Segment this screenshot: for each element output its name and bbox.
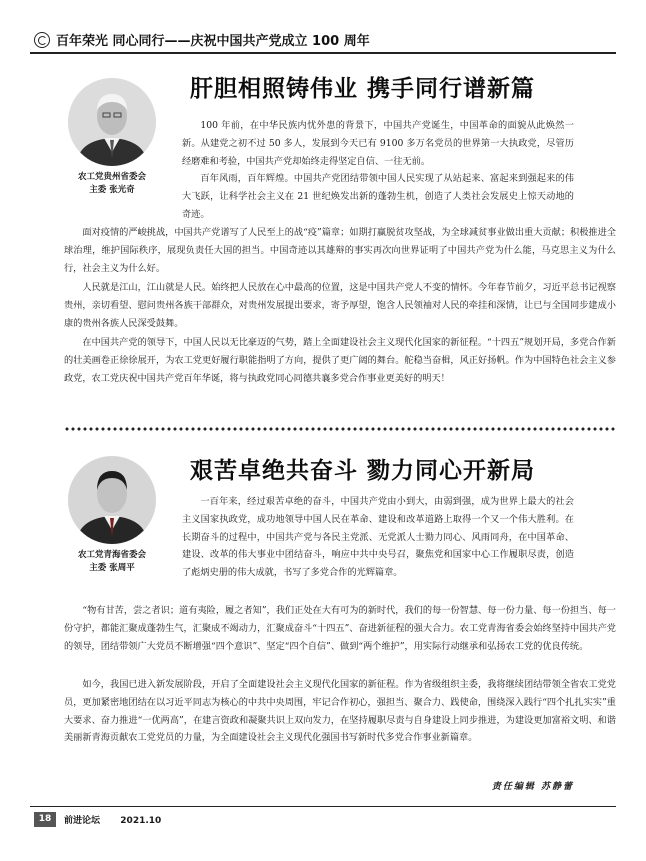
publication-name: 前进论坛 (64, 816, 101, 826)
header-rule (30, 52, 616, 54)
paragraph: 人民就是江山，江山就是人民。始终把人民放在心中最高的位置，这是中国共产党人不变的情怀。今年春节前夕，习近平总书记视察贵州，亲切看望、慰问贵州各族干部群众，对贵州发展提出要求，寄予厚望，饱含人民领袖对人民的牵挂和深情，让已与全国同步建成小康的贵州各族人民深受鼓舞。 (64, 282, 616, 329)
article-title: 艰苦卓绝共奋斗 勠力同心开新局 (190, 458, 536, 484)
issue-number: 2021.10 (120, 816, 162, 826)
footer-publication (64, 813, 161, 826)
section-divider (64, 426, 616, 432)
author-photo-2 (68, 456, 156, 544)
author-photo-1 (68, 78, 156, 166)
author-caption-2 (52, 549, 172, 575)
article-title: 肝胆相照铸伟业 携手同行谱新篇 (190, 76, 536, 102)
paragraph: 如今，我国已进入新发展阶段，开启了全面建设社会主义现代化国家的新征程。作为省级组织主委，我将继续团结带领全省农工党党员，更加紧密地团结在以习近平同志为核心的中共中央周围，牢记合作初心，强担当、聚合力、践使命，围绕深入践行“四个扎扎实实”重大要求、奋力推进“一优两高”，在建言资政和凝聚共识上双向发力，在坚持履职尽责与自身建设上同步推进，为建设更加富裕文明、和谐美丽新青海贡献农工党党员的力量，为全面建设社会主义现代化强国书写新时代多党合作事业新篇章。 (64, 679, 616, 744)
portrait-illustration (68, 78, 156, 166)
portrait-illustration (68, 456, 156, 544)
paragraph: 百年风雨，百年辉煌。中国共产党团结带领中国人民实现了从站起来、富起来到强起来的伟大飞跃，让科学社会主义在 21 世纪焕发出新的蓬勃生机，创造了人类社会发展史上惊天动地的奇迹。 (182, 173, 574, 220)
page-footer (30, 806, 616, 825)
header-title: 百年荣光 同心同行——庆祝中国共产党成立 100 周年 (56, 34, 370, 49)
paragraph: 一百年来，经过艰苦卓绝的奋斗，中国共产党由小到大，由弱到强，成为世界上最大的社会主义国家执政党，成功地领导中国人民在革命、建设和改革道路上取得一个又一个伟大胜利。在长期奋斗的过程中，中国共产党与各民主党派、无党派人士勠力同心、风雨同舟，在中国革命、建设、改革的伟大事业中团结奋斗，响应中共中央号召，聚焦党和国家中心工作履职尽责，创造了彪炳史册的伟大成就，书写了多党合作的光辉篇章。 (182, 496, 574, 579)
author-name: 主委 张光奇 (89, 185, 135, 195)
author-role: 农工党贵州省委会 (77, 172, 146, 182)
author-name: 主委 张周平 (89, 563, 135, 573)
author-caption-1 (52, 171, 172, 197)
running-header (30, 28, 616, 52)
paragraph: 在中国共产党的领导下，中国人民以无比豪迈的气势，踏上全面建设社会主义现代化国家的新征程。“十四五”规划开局，多党合作新的壮美画卷正徐徐展开，为农工党更好履行职能指明了方向，提供了更广阔的舞台。舵稳当奋楫，风正好扬帆。作为中国特色社会主义参政党，农工党庆祝中国共产党百年华诞，将与执政党同心同德共襄多党合作事业更美好的明天！ (64, 337, 616, 384)
page-number: 18 (34, 812, 56, 827)
logo-icon (34, 32, 50, 48)
author-role: 农工党青海省委会 (77, 550, 146, 560)
paragraph: 100 年前，在中华民族内忧外患的背景下，中国共产党诞生，中国革命的面貌从此焕然一新。从建党之初不过 50 多人，发展到今天已有 9100 多万名党员的世界第一大执政党，尽管历经磨难和考验，中国共产党却始终走得坚定自信、一往无前。 (182, 120, 574, 167)
editor-credit: 责任编辑 苏静蕾 (491, 782, 574, 792)
paragraph: “物有甘苦，尝之者识；道有夷险，履之者知”，我们正处在大有可为的新时代，我们的每一份智慧、每一份力量、每一份担当、每一份守护，都能汇聚成蓬勃生气，汇聚成不竭动力，汇聚成奋斗“十四五”、奋进新征程的强大合力。农工党青海省委会始终坚持中国共产党的领导，团结带领广大党员不断增强“四个意识”、坚定“四个自信”、做到“两个维护”，用实际行动继承和弘扬农工党的优良传统。 (64, 605, 616, 652)
paragraph: 面对疫情的严峻挑战，中国共产党谱写了人民至上的战“疫”篇章；如期打赢脱贫攻坚战，为全球减贫事业做出重大贡献；积极推进全球治理，维护国际秩序，展现负责任大国的担当。中国奇迹以其雄辩的事实再次向世界证明了中国共产党为什么能，马克思主义为什么行，社会主义为什么好。 (64, 227, 616, 274)
